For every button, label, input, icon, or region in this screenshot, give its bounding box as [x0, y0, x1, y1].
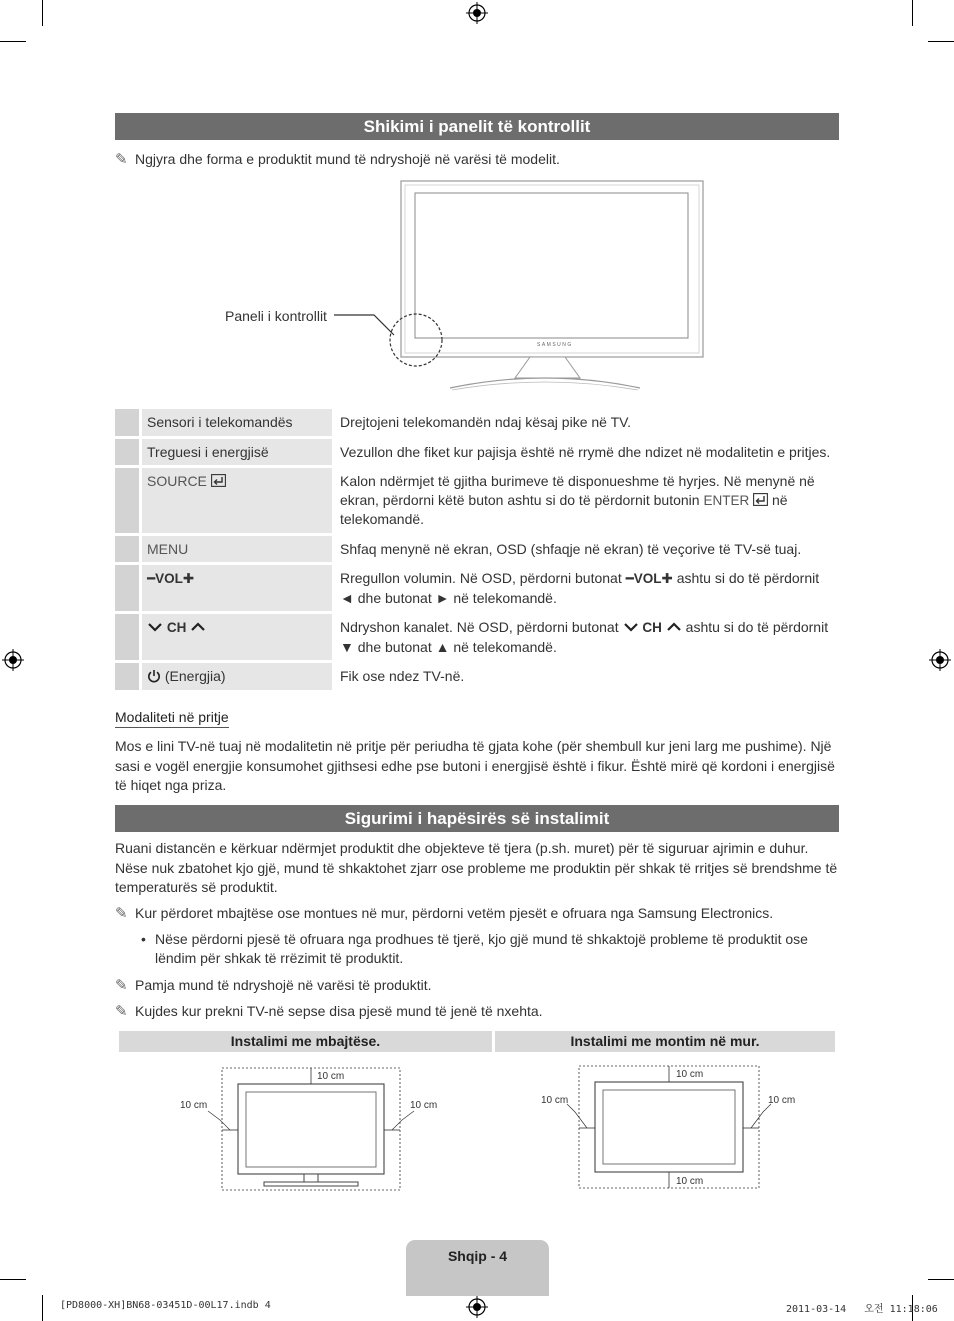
pencil-note-icon: ✎	[115, 1003, 128, 1020]
distance-label-top: 10 cm	[317, 1071, 345, 1082]
control-desc: Drejtojeni telekomandën ndaj kësaj pike në TV.	[335, 409, 839, 436]
table-row	[115, 468, 839, 533]
power-icon	[147, 669, 161, 683]
control-name: MENU	[139, 536, 335, 563]
pencil-note-icon: ✎	[115, 905, 128, 922]
distance-label-bottom: 10 cm	[676, 1176, 704, 1187]
wall-installation-diagram	[565, 1062, 775, 1192]
crop-mark	[42, 1295, 43, 1321]
control-name: ━VOL✚	[139, 565, 335, 611]
bullet-third-party-parts: • Nëse përdorni pjesë të ofruara nga prodhues të tjerë, kjo gjë mund të shkaktojë probleme të produktit ose lëndim për shkak të rrëzimit të produktit.	[141, 931, 808, 966]
distance-label-right: 10 cm	[768, 1095, 796, 1106]
table-row	[115, 663, 839, 690]
standby-heading: Modaliteti në pritje	[115, 709, 229, 728]
note-appearance: ✎ Pamja mund të ndryshojë në varësi të produktit.	[115, 977, 432, 994]
bullet-icon: •	[141, 931, 146, 947]
crop-mark	[0, 1279, 26, 1280]
distance-label-top: 10 cm	[676, 1069, 704, 1080]
minus-icon: ━	[147, 571, 156, 586]
distance-label-left: 10 cm	[180, 1100, 208, 1111]
control-name: Sensori i telekomandës	[139, 409, 335, 436]
stand-installation-header: Instalimi me mbajtëse.	[119, 1031, 492, 1052]
source-enter-icon	[211, 474, 226, 487]
table-row	[115, 439, 839, 466]
crop-mark	[928, 1279, 954, 1280]
control-desc: Fik ose ndez TV-në.	[335, 663, 839, 690]
control-desc: Vezullon dhe fiket kur pajisja është në rrymë dhe ndizet në modalitetin e pritjes.	[335, 439, 839, 466]
tv-brand-logo: SAMSUNG	[537, 342, 573, 348]
chevron-up-icon	[190, 621, 206, 633]
control-name: CH	[139, 614, 335, 660]
control-name: Treguesi i energjisë	[139, 439, 335, 466]
registration-mark-icon	[466, 1296, 488, 1318]
page-number-tab: Shqip - 4	[406, 1240, 549, 1296]
control-desc: Kalon ndërmjet të gjitha burimeve të disponueshme të hyrjes. Në menynë në ekran, përdorni këtë buton ashtu si do të përdornit butonin ENTER në telekomandë.	[335, 468, 839, 533]
standby-paragraph: Mos e lini TV-në tuaj në modalitetin në pritje për periudha të gjata kohe (për shembull kur jeni larg me pushime). Një sasi e vogël energjie konsumohet gjithsesi edhe pse butoni i energjisë është i fikur. Është mirë që kordoni i energjisë të hiqet nga priza.	[115, 738, 835, 793]
crop-mark	[912, 0, 913, 26]
plus-icon: ✚	[661, 571, 673, 586]
table-row	[115, 409, 839, 436]
registration-mark-icon	[929, 649, 951, 671]
callout-line	[334, 305, 404, 345]
distance-label-right: 10 cm	[410, 1100, 438, 1111]
crop-mark	[42, 0, 43, 26]
control-desc: Ndryshon kanalet. Në OSD, përdorni butonat CH ashtu si do të përdornit ▼ dhe butonat ▲ në telekomandë.	[335, 614, 839, 660]
chevron-down-icon	[623, 621, 639, 633]
table-row	[115, 536, 839, 563]
control-panel-table	[115, 406, 839, 693]
section-title-installation-space: Sigurimi i hapësirës së instalimit	[115, 805, 839, 832]
distance-label-left: 10 cm	[541, 1095, 569, 1106]
registration-mark-icon	[2, 649, 24, 671]
wall-installation-header: Instalimi me montim në mur.	[495, 1031, 835, 1052]
print-file-info: [PD8000-XH]BN68-03451D-00L17.indb 4	[60, 1300, 271, 1311]
note-samsung-parts: ✎ Kur përdoret mbajtëse ose montues në mur, përdorni vetëm pjesët e ofruara nga Samsung Electronics.	[115, 905, 774, 922]
crop-mark	[928, 41, 954, 42]
installation-paragraph: Ruani distancën e kërkuar ndërmjet produktit dhe objekteve të tjera (p.sh. muret) për të siguruar ajrimin e duhur. Nëse nuk zbatohet kjo gjë, mund të shkaktohet zjarr ose probleme me produktin për shkak të rritjes së brendshme të temperaturës së produktit.	[115, 840, 838, 895]
note-model-variation: ✎ Ngjyra dhe forma e produktit mund të ndryshojë në varësi të modelit.	[115, 151, 560, 168]
registration-mark-icon	[466, 2, 488, 24]
section-title-control-panel: Shikimi i panelit të kontrollit	[115, 113, 839, 140]
chevron-up-icon	[666, 621, 682, 633]
pencil-note-icon: ✎	[115, 977, 128, 994]
control-name: SOURCE	[139, 468, 335, 533]
minus-icon: ━	[625, 571, 634, 586]
enter-icon	[753, 493, 768, 506]
chevron-down-icon	[147, 621, 163, 633]
pencil-note-icon: ✎	[115, 151, 128, 168]
stand-installation-diagram	[200, 1064, 420, 1192]
crop-mark	[0, 41, 26, 42]
print-timestamp: 2011-03-14 오전 11:18:06	[786, 1304, 938, 1315]
table-row	[115, 565, 839, 611]
control-desc: Rregullon volumin. Në OSD, përdorni butonat ━VOL✚ ashtu si do të përdornit ◄ dhe butonat ► në telekomandë.	[335, 565, 839, 611]
control-desc: Shfaq menynë në ekran, OSD (shfaqje në ekran) të veçorive të TV-së tuaj.	[335, 536, 839, 563]
tv-front-illustration	[380, 178, 710, 394]
table-row	[115, 614, 839, 660]
control-panel-label: Paneli i kontrollit	[225, 308, 327, 324]
note-hot-parts: ✎ Kujdes kur prekni TV-në sepse disa pjesë mund të jenë të nxehta.	[115, 1003, 543, 1020]
plus-icon: ✚	[182, 571, 195, 586]
control-name: (Energjia)	[139, 663, 335, 690]
